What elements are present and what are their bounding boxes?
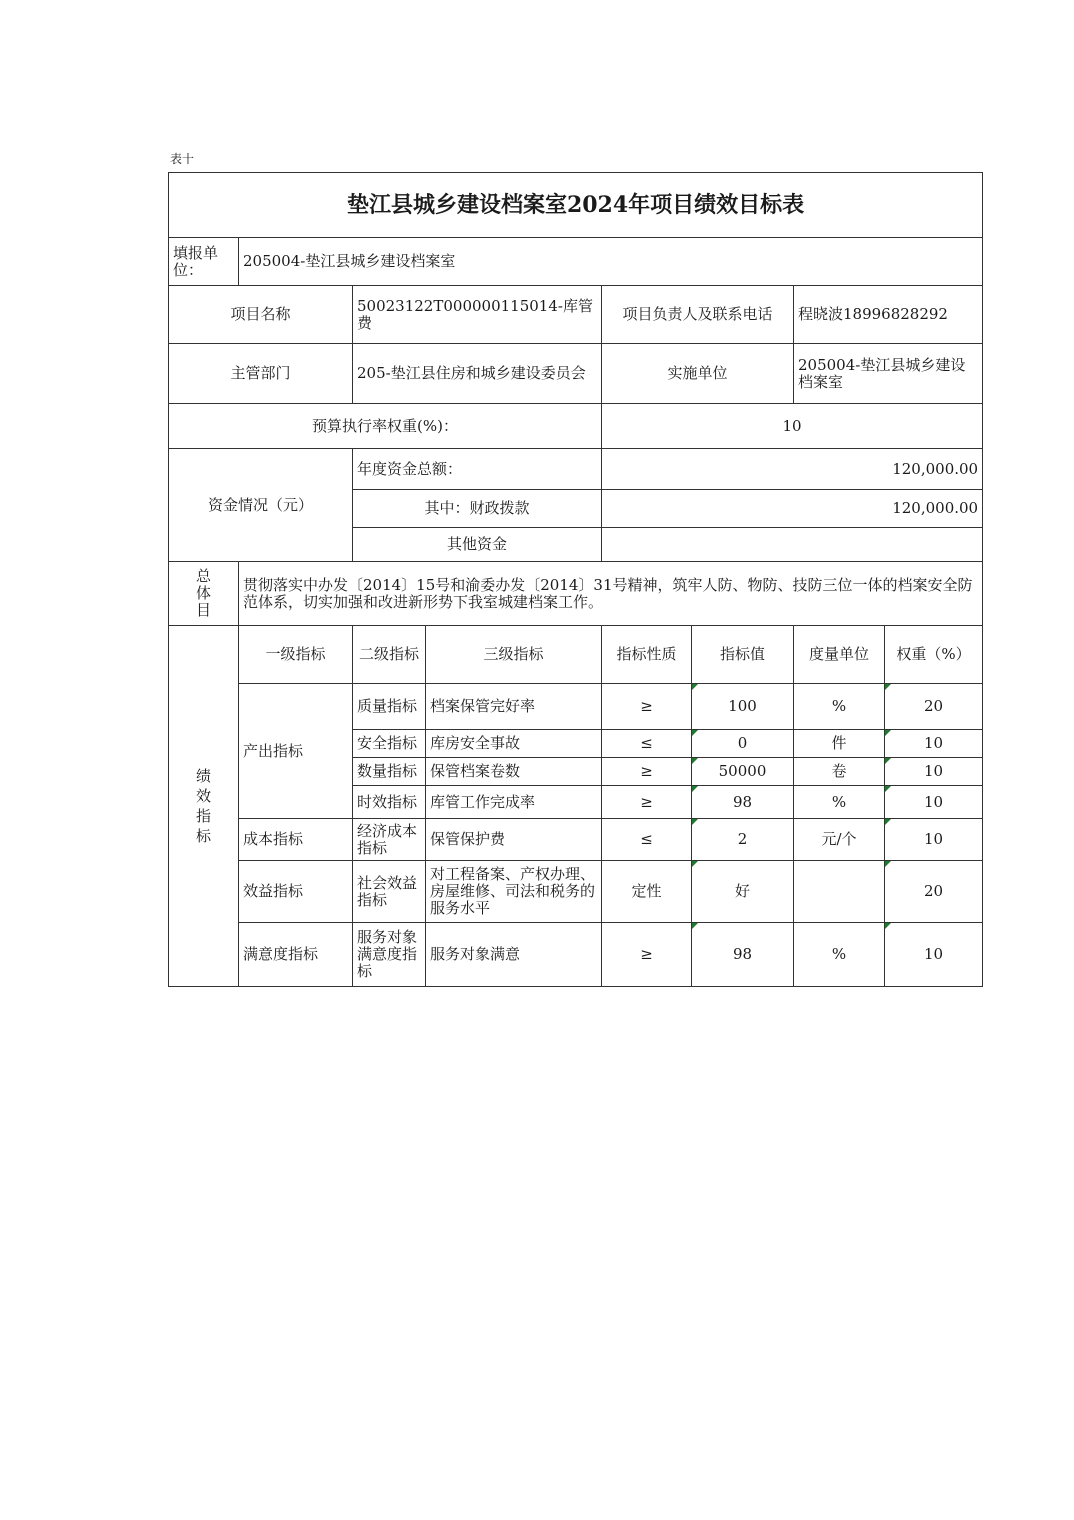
indicator-level3: 档案保管完好率 <box>426 684 602 730</box>
indicator-level3: 库管工作完成率 <box>426 786 602 819</box>
funds-fiscal-value: 120,000.00 <box>602 490 983 528</box>
funds-total-label: 年度资金总额： <box>353 449 602 490</box>
indicator-row <box>169 861 983 923</box>
project-contact-label: 项目负责人及联系电话 <box>602 286 794 344</box>
indicator-level2: 安全指标 <box>353 730 426 758</box>
funds-total-value: 120,000.00 <box>602 449 983 490</box>
project-contact-value: 程晓波18996828292 <box>794 286 983 344</box>
header-level2: 二级指标 <box>353 626 426 684</box>
indicator-level3: 服务对象满意 <box>426 923 602 987</box>
indicator-level1: 产出指标 <box>239 684 353 819</box>
department-label: 主管部门 <box>169 344 353 404</box>
header-unit: 度量单位 <box>794 626 885 684</box>
funds-other-label: 其他资金 <box>353 528 602 562</box>
table-title: 垫江县城乡建设档案室2024年项目绩效目标表 <box>169 173 983 238</box>
indicator-unit <box>794 861 885 923</box>
indicator-weight: 20 <box>885 861 983 923</box>
indicator-level3: 对工程备案、产权办理、房屋维修、司法和税务的服务水平 <box>426 861 602 923</box>
indicator-weight: 10 <box>885 758 983 786</box>
indicator-nature: 定性 <box>602 861 692 923</box>
indicator-nature: ≤ <box>602 819 692 861</box>
header-weight: 权重（%） <box>885 626 983 684</box>
budget-rate-label: 预算执行率权重(%)： <box>169 404 602 449</box>
performance-target-table <box>168 172 983 987</box>
indicator-level3: 保管保护费 <box>426 819 602 861</box>
indicator-value: 98 <box>692 923 794 987</box>
indicator-weight: 10 <box>885 923 983 987</box>
indicator-value: 2 <box>692 819 794 861</box>
indicator-level2: 服务对象满意度指标 <box>353 923 426 987</box>
indicator-weight: 10 <box>885 730 983 758</box>
indicator-row <box>169 819 983 861</box>
indicator-level2: 质量指标 <box>353 684 426 730</box>
indicator-nature: ≥ <box>602 684 692 730</box>
indicator-value: 98 <box>692 786 794 819</box>
indicators-section-label <box>169 626 239 987</box>
indicator-nature: ≥ <box>602 923 692 987</box>
indicator-row <box>169 923 983 987</box>
funds-other-value <box>602 528 983 562</box>
project-name-label: 项目名称 <box>169 286 353 344</box>
implementing-unit-value: 205004-垫江县城乡建设档案室 <box>794 344 983 404</box>
indicator-unit: % <box>794 786 885 819</box>
indicator-unit: 元/个 <box>794 819 885 861</box>
indicator-weight: 20 <box>885 684 983 730</box>
budget-rate-value: 10 <box>602 404 983 449</box>
indicator-weight: 10 <box>885 819 983 861</box>
indicator-level2: 时效指标 <box>353 786 426 819</box>
overall-goal-label <box>169 562 239 626</box>
indicator-level2: 社会效益指标 <box>353 861 426 923</box>
funds-label: 资金情况（元） <box>169 449 353 562</box>
page-label: 表十 <box>170 152 195 166</box>
indicator-level3: 库房安全事故 <box>426 730 602 758</box>
indicator-value: 好 <box>692 861 794 923</box>
project-name-value: 50023122T000000115014-库管费 <box>353 286 602 344</box>
header-level1: 一级指标 <box>239 626 353 684</box>
indicator-unit: 卷 <box>794 758 885 786</box>
header-level3: 三级指标 <box>426 626 602 684</box>
indicator-value: 0 <box>692 730 794 758</box>
indicator-nature: ≥ <box>602 758 692 786</box>
reporting-unit-label: 填报单位： <box>169 238 239 286</box>
indicator-level1: 满意度指标 <box>239 923 353 987</box>
header-nature: 指标性质 <box>602 626 692 684</box>
indicator-level1: 成本指标 <box>239 819 353 861</box>
overall-goal-label-text: 总体目 <box>195 567 211 619</box>
indicator-nature: ≥ <box>602 786 692 819</box>
indicator-level2: 数量指标 <box>353 758 426 786</box>
indicator-unit: % <box>794 923 885 987</box>
indicators-section-label-text: 绩效指标 <box>195 767 211 845</box>
indicator-level3: 保管档案卷数 <box>426 758 602 786</box>
indicator-level2: 经济成本指标 <box>353 819 426 861</box>
indicator-value: 100 <box>692 684 794 730</box>
indicator-unit: 件 <box>794 730 885 758</box>
indicator-nature: ≤ <box>602 730 692 758</box>
funds-fiscal-label: 其中：财政拨款 <box>353 490 602 528</box>
department-value: 205-垫江县住房和城乡建设委员会 <box>353 344 602 404</box>
reporting-unit-value: 205004-垫江县城乡建设档案室 <box>239 238 983 286</box>
indicator-value: 50000 <box>692 758 794 786</box>
indicator-weight: 10 <box>885 786 983 819</box>
indicator-level1: 效益指标 <box>239 861 353 923</box>
header-value: 指标值 <box>692 626 794 684</box>
indicator-unit: % <box>794 684 885 730</box>
implementing-unit-label: 实施单位 <box>602 344 794 404</box>
indicator-row <box>169 684 983 730</box>
overall-goal-text: 贯彻落实中办发〔2014〕15号和渝委办发〔2014〕31号精神，筑牢人防、物防、技防三位一体的档案安全防范体系，切实加强和改进新形势下我室城建档案工作。 <box>239 562 983 626</box>
